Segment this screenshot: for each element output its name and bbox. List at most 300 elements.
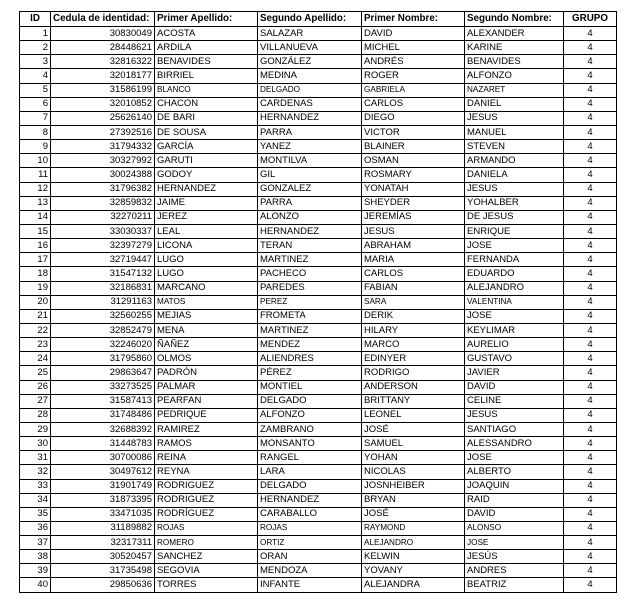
table-row — [20, 182, 617, 196]
cell-primer-nombre: YONATAH — [362, 182, 465, 196]
cell-segundo-apellido: MONTIEL — [258, 380, 362, 394]
cell-grupo: 4 — [564, 253, 617, 267]
cell-primer-apellido: RODRIGUEZ — [155, 493, 258, 507]
cell-segundo-apellido: DELGADO — [258, 394, 362, 408]
cell-segundo-apellido: TERAN — [258, 239, 362, 253]
cell-primer-nombre: SAMUEL — [362, 437, 465, 451]
cell-cedula: 28448621 — [51, 41, 155, 55]
cell-segundo-apellido: GONZÁLEZ — [258, 55, 362, 69]
cell-primer-apellido: CHACON — [155, 97, 258, 111]
cell-cedula: 30024388 — [51, 168, 155, 182]
table-row — [20, 281, 617, 295]
cell-primer-apellido: BLANCO — [155, 83, 258, 97]
cell-segundo-apellido: HERNANDEZ — [258, 493, 362, 507]
cell-primer-apellido: DE BARI — [155, 111, 258, 125]
cell-segundo-nombre: KARINE — [465, 41, 564, 55]
cell-segundo-apellido: ALFONZO — [258, 408, 362, 422]
cell-primer-nombre: RODRIGO — [362, 366, 465, 380]
cell-segundo-apellido: CARDENAS — [258, 97, 362, 111]
cell-cedula: 27392516 — [51, 125, 155, 139]
cell-primer-apellido: TORRES — [155, 578, 258, 592]
cell-primer-nombre: VICTOR — [362, 125, 465, 139]
cell-primer-nombre: DIEGO — [362, 111, 465, 125]
cell-segundo-nombre: EDUARDO — [465, 267, 564, 281]
cell-cedula: 31547132 — [51, 267, 155, 281]
cell-cedula: 29863647 — [51, 366, 155, 380]
cell-grupo: 4 — [564, 196, 617, 210]
cell-segundo-nombre: JESUS — [465, 182, 564, 196]
cell-grupo: 4 — [564, 309, 617, 323]
cell-segundo-apellido: MARTINEZ — [258, 323, 362, 337]
cell-primer-nombre: SHEYDER — [362, 196, 465, 210]
cell-segundo-nombre: ALONSO — [465, 521, 564, 535]
cell-primer-nombre: ROGER — [362, 69, 465, 83]
table-row — [20, 267, 617, 281]
cell-segundo-apellido: ORTIZ — [258, 536, 362, 550]
cell-cedula: 32560255 — [51, 309, 155, 323]
cell-primer-apellido: PEDRIQUE — [155, 408, 258, 422]
cell-grupo: 4 — [564, 210, 617, 224]
cell-grupo: 4 — [564, 507, 617, 521]
cell-primer-apellido: PEARFAN — [155, 394, 258, 408]
cell-primer-apellido: RODRIGUEZ — [155, 479, 258, 493]
cell-id: 11 — [20, 168, 51, 182]
cell-cedula: 33471035 — [51, 507, 155, 521]
cell-primer-apellido: PADRÓN — [155, 366, 258, 380]
header-id: ID — [20, 12, 51, 27]
cell-primer-nombre: ALEJANDRA — [362, 578, 465, 592]
cell-id: 15 — [20, 224, 51, 238]
cell-primer-apellido: GARCÍA — [155, 140, 258, 154]
cell-primer-apellido: ÑAÑEZ — [155, 338, 258, 352]
cell-id: 33 — [20, 479, 51, 493]
cell-segundo-nombre: DAVID — [465, 507, 564, 521]
cell-segundo-nombre: DE JESUS — [465, 210, 564, 224]
cell-cedula: 32397279 — [51, 239, 155, 253]
cell-grupo: 4 — [564, 338, 617, 352]
cell-grupo: 4 — [564, 154, 617, 168]
table-row — [20, 253, 617, 267]
cell-segundo-nombre: JESUS — [465, 111, 564, 125]
cell-cedula: 30327992 — [51, 154, 155, 168]
cell-id: 30 — [20, 437, 51, 451]
cell-segundo-apellido: ROJAS — [258, 521, 362, 535]
cell-segundo-apellido: MONSANTO — [258, 437, 362, 451]
table-row — [20, 154, 617, 168]
table-row — [20, 493, 617, 507]
cell-cedula: 32719447 — [51, 253, 155, 267]
cell-cedula: 30830049 — [51, 27, 155, 41]
table-row — [20, 422, 617, 436]
cell-primer-nombre: MARIA — [362, 253, 465, 267]
cell-id: 34 — [20, 493, 51, 507]
table-row — [20, 507, 617, 521]
cell-segundo-nombre: ARMANDO — [465, 154, 564, 168]
cell-cedula: 30497612 — [51, 465, 155, 479]
cell-id: 40 — [20, 578, 51, 592]
student-roster-table — [19, 11, 617, 593]
cell-grupo: 4 — [564, 366, 617, 380]
cell-grupo: 4 — [564, 352, 617, 366]
cell-primer-apellido: OLMOS — [155, 352, 258, 366]
cell-grupo: 4 — [564, 97, 617, 111]
header-grupo: GRUPO — [564, 12, 617, 27]
table-row — [20, 125, 617, 139]
cell-primer-nombre: OSMAN — [362, 154, 465, 168]
cell-id: 36 — [20, 521, 51, 535]
cell-primer-nombre: ALEJANDRO — [362, 536, 465, 550]
cell-segundo-nombre: DAVID — [465, 380, 564, 394]
cell-cedula: 29850636 — [51, 578, 155, 592]
cell-segundo-nombre: JOAQUIN — [465, 479, 564, 493]
cell-id: 18 — [20, 267, 51, 281]
table-row — [20, 210, 617, 224]
cell-primer-nombre: JOSNHEIBER — [362, 479, 465, 493]
cell-segundo-nombre: KEYLIMAR — [465, 323, 564, 337]
cell-segundo-nombre: DANIELA — [465, 168, 564, 182]
table-row — [20, 323, 617, 337]
cell-primer-apellido: REYNA — [155, 465, 258, 479]
cell-primer-apellido: SANCHEZ — [155, 550, 258, 564]
cell-primer-nombre: ROSMARY — [362, 168, 465, 182]
cell-segundo-nombre: ENRIQUE — [465, 224, 564, 238]
cell-id: 12 — [20, 182, 51, 196]
table-row — [20, 196, 617, 210]
cell-grupo: 4 — [564, 69, 617, 83]
table-row — [20, 521, 617, 535]
cell-primer-apellido: GARUTI — [155, 154, 258, 168]
cell-grupo: 4 — [564, 27, 617, 41]
cell-cedula: 32859832 — [51, 196, 155, 210]
cell-cedula: 33030337 — [51, 224, 155, 238]
cell-primer-apellido: PALMAR — [155, 380, 258, 394]
table-row — [20, 380, 617, 394]
cell-primer-nombre: LEONEL — [362, 408, 465, 422]
cell-primer-apellido: SEGOVIA — [155, 564, 258, 578]
cell-primer-nombre: RAYMOND — [362, 521, 465, 535]
cell-grupo: 4 — [564, 394, 617, 408]
table-row — [20, 564, 617, 578]
table-row — [20, 352, 617, 366]
cell-primer-apellido: GODOY — [155, 168, 258, 182]
cell-cedula: 31795860 — [51, 352, 155, 366]
cell-segundo-nombre: STEVEN — [465, 140, 564, 154]
cell-segundo-apellido: ALIENDRES — [258, 352, 362, 366]
cell-cedula: 31873395 — [51, 493, 155, 507]
cell-grupo: 4 — [564, 380, 617, 394]
cell-grupo: 4 — [564, 111, 617, 125]
cell-cedula: 33273525 — [51, 380, 155, 394]
cell-id: 21 — [20, 309, 51, 323]
cell-id: 6 — [20, 97, 51, 111]
cell-segundo-nombre: FERNANDA — [465, 253, 564, 267]
cell-segundo-nombre: SANTIAGO — [465, 422, 564, 436]
cell-primer-apellido: DE SOUSA — [155, 125, 258, 139]
cell-primer-nombre: SARA — [362, 295, 465, 309]
cell-primer-nombre: YOHAN — [362, 451, 465, 465]
table-row — [20, 578, 617, 592]
cell-primer-apellido: BIRRIEL — [155, 69, 258, 83]
cell-segundo-nombre: ALEXANDER — [465, 27, 564, 41]
cell-segundo-nombre: ALESSANDRO — [465, 437, 564, 451]
table-row — [20, 41, 617, 55]
cell-segundo-apellido: HERNANDEZ — [258, 224, 362, 238]
header-primer-apellido: Primer Apellido: — [155, 12, 258, 27]
cell-segundo-nombre: AURELIO — [465, 338, 564, 352]
table-row — [20, 479, 617, 493]
cell-grupo: 4 — [564, 125, 617, 139]
cell-cedula: 31748486 — [51, 408, 155, 422]
cell-primer-nombre: ANDERSON — [362, 380, 465, 394]
cell-grupo: 4 — [564, 182, 617, 196]
table-row — [20, 550, 617, 564]
cell-primer-apellido: LUGO — [155, 253, 258, 267]
cell-id: 3 — [20, 55, 51, 69]
cell-primer-apellido: RAMOS — [155, 437, 258, 451]
cell-grupo: 4 — [564, 408, 617, 422]
cell-grupo: 4 — [564, 239, 617, 253]
cell-primer-apellido: LICONA — [155, 239, 258, 253]
cell-primer-apellido: HERNANDEZ — [155, 182, 258, 196]
cell-grupo: 4 — [564, 550, 617, 564]
cell-segundo-nombre: ALEJANDRO — [465, 281, 564, 295]
header-cedula: Cedula de identidad: — [51, 12, 155, 27]
cell-grupo: 4 — [564, 168, 617, 182]
cell-grupo: 4 — [564, 83, 617, 97]
cell-cedula: 31189882 — [51, 521, 155, 535]
cell-primer-nombre: YOVANY — [362, 564, 465, 578]
cell-cedula: 31796382 — [51, 182, 155, 196]
cell-primer-apellido: RODRÍGUEZ — [155, 507, 258, 521]
cell-id: 37 — [20, 536, 51, 550]
cell-grupo: 4 — [564, 55, 617, 69]
cell-segundo-apellido: ORAN — [258, 550, 362, 564]
cell-cedula: 31735498 — [51, 564, 155, 578]
cell-cedula: 32317311 — [51, 536, 155, 550]
cell-primer-apellido: ARDILA — [155, 41, 258, 55]
cell-id: 23 — [20, 338, 51, 352]
cell-cedula: 30700086 — [51, 451, 155, 465]
cell-grupo: 4 — [564, 493, 617, 507]
cell-primer-nombre: JEREMÍAS — [362, 210, 465, 224]
cell-segundo-nombre: JESUS — [465, 408, 564, 422]
cell-segundo-apellido: ZAMBRANO — [258, 422, 362, 436]
cell-id: 38 — [20, 550, 51, 564]
cell-cedula: 32816322 — [51, 55, 155, 69]
cell-segundo-apellido: PACHECO — [258, 267, 362, 281]
cell-cedula: 31587413 — [51, 394, 155, 408]
cell-grupo: 4 — [564, 295, 617, 309]
cell-segundo-apellido: LARA — [258, 465, 362, 479]
cell-primer-apellido: LUGO — [155, 267, 258, 281]
table-row — [20, 140, 617, 154]
cell-id: 13 — [20, 196, 51, 210]
table-row — [20, 536, 617, 550]
cell-grupo: 4 — [564, 323, 617, 337]
table-row — [20, 224, 617, 238]
cell-segundo-nombre: NAZARET — [465, 83, 564, 97]
cell-segundo-apellido: RANGEL — [258, 451, 362, 465]
cell-grupo: 4 — [564, 422, 617, 436]
cell-primer-apellido: MATOS — [155, 295, 258, 309]
cell-cedula: 32852479 — [51, 323, 155, 337]
table-row — [20, 69, 617, 83]
cell-primer-apellido: JAIME — [155, 196, 258, 210]
cell-grupo: 4 — [564, 479, 617, 493]
cell-primer-nombre: CARLOS — [362, 97, 465, 111]
cell-id: 31 — [20, 451, 51, 465]
cell-id: 28 — [20, 408, 51, 422]
table-row — [20, 394, 617, 408]
cell-id: 5 — [20, 83, 51, 97]
cell-segundo-nombre: ALFONZO — [465, 69, 564, 83]
cell-segundo-apellido: PARRA — [258, 125, 362, 139]
cell-segundo-nombre: RAID — [465, 493, 564, 507]
cell-grupo: 4 — [564, 521, 617, 535]
cell-grupo: 4 — [564, 281, 617, 295]
cell-cedula: 32010852 — [51, 97, 155, 111]
cell-id: 8 — [20, 125, 51, 139]
cell-cedula: 25626140 — [51, 111, 155, 125]
cell-segundo-nombre: JESÚS — [465, 550, 564, 564]
cell-primer-nombre: JESUS — [362, 224, 465, 238]
cell-segundo-nombre: BENAVIDES — [465, 55, 564, 69]
cell-segundo-apellido: MONTILVA — [258, 154, 362, 168]
cell-id: 26 — [20, 380, 51, 394]
cell-grupo: 4 — [564, 578, 617, 592]
cell-segundo-nombre: CELINE — [465, 394, 564, 408]
cell-segundo-apellido: MEDINA — [258, 69, 362, 83]
cell-id: 16 — [20, 239, 51, 253]
cell-primer-apellido: MEJIAS — [155, 309, 258, 323]
cell-segundo-apellido: CARABALLO — [258, 507, 362, 521]
cell-primer-nombre: HILARY — [362, 323, 465, 337]
cell-primer-apellido: ROMERO — [155, 536, 258, 550]
table-row — [20, 295, 617, 309]
cell-segundo-apellido: HERNANDEZ — [258, 111, 362, 125]
cell-primer-nombre: BRITTANY — [362, 394, 465, 408]
cell-primer-nombre: MICHEL — [362, 41, 465, 55]
table-row — [20, 451, 617, 465]
table-row — [20, 168, 617, 182]
cell-id: 35 — [20, 507, 51, 521]
cell-primer-nombre: MARCO — [362, 338, 465, 352]
cell-segundo-nombre: JOSE — [465, 239, 564, 253]
cell-id: 14 — [20, 210, 51, 224]
table-row — [20, 27, 617, 41]
cell-segundo-apellido: PÉREZ — [258, 366, 362, 380]
cell-primer-nombre: NICOLAS — [362, 465, 465, 479]
cell-primer-apellido: ACOSTA — [155, 27, 258, 41]
cell-segundo-apellido: PARRA — [258, 196, 362, 210]
cell-grupo: 4 — [564, 224, 617, 238]
cell-primer-apellido: LEAL — [155, 224, 258, 238]
table-row — [20, 408, 617, 422]
cell-primer-nombre: FABIAN — [362, 281, 465, 295]
cell-cedula: 31291163 — [51, 295, 155, 309]
cell-id: 25 — [20, 366, 51, 380]
cell-id: 9 — [20, 140, 51, 154]
table-row — [20, 437, 617, 451]
table-row — [20, 55, 617, 69]
table-row — [20, 239, 617, 253]
cell-cedula: 32246020 — [51, 338, 155, 352]
cell-primer-nombre: CARLOS — [362, 267, 465, 281]
cell-cedula: 32018177 — [51, 69, 155, 83]
cell-segundo-apellido: GONZALEZ — [258, 182, 362, 196]
cell-id: 7 — [20, 111, 51, 125]
cell-segundo-nombre: VALENTINA — [465, 295, 564, 309]
cell-cedula: 31586199 — [51, 83, 155, 97]
cell-primer-apellido: RAMIREZ — [155, 422, 258, 436]
cell-segundo-apellido: DELGADO — [258, 83, 362, 97]
cell-primer-apellido: JEREZ — [155, 210, 258, 224]
cell-id: 17 — [20, 253, 51, 267]
cell-primer-nombre: DERIK — [362, 309, 465, 323]
cell-id: 20 — [20, 295, 51, 309]
table-row — [20, 309, 617, 323]
cell-grupo: 4 — [564, 437, 617, 451]
cell-segundo-apellido: MARTINEZ — [258, 253, 362, 267]
cell-grupo: 4 — [564, 451, 617, 465]
cell-cedula: 31901749 — [51, 479, 155, 493]
cell-primer-apellido: ROJAS — [155, 521, 258, 535]
cell-segundo-apellido: ALONZO — [258, 210, 362, 224]
cell-id: 27 — [20, 394, 51, 408]
cell-segundo-apellido: DELGADO — [258, 479, 362, 493]
cell-id: 1 — [20, 27, 51, 41]
cell-id: 4 — [20, 69, 51, 83]
cell-segundo-nombre: GUSTAVO — [465, 352, 564, 366]
table-row — [20, 83, 617, 97]
cell-cedula: 32186831 — [51, 281, 155, 295]
cell-segundo-apellido: FROMETA — [258, 309, 362, 323]
cell-segundo-apellido: PAREDES — [258, 281, 362, 295]
table-row — [20, 97, 617, 111]
cell-segundo-nombre: JOSE — [465, 309, 564, 323]
cell-id: 19 — [20, 281, 51, 295]
cell-id: 39 — [20, 564, 51, 578]
cell-grupo: 4 — [564, 140, 617, 154]
cell-id: 2 — [20, 41, 51, 55]
cell-grupo: 4 — [564, 536, 617, 550]
cell-segundo-apellido: GIL — [258, 168, 362, 182]
cell-segundo-apellido: MENDEZ — [258, 338, 362, 352]
cell-id: 29 — [20, 422, 51, 436]
cell-segundo-nombre: MANUEL — [465, 125, 564, 139]
cell-primer-nombre: BLAINER — [362, 140, 465, 154]
cell-primer-apellido: MENA — [155, 323, 258, 337]
cell-primer-nombre: KELWIN — [362, 550, 465, 564]
cell-segundo-nombre: ALBERTO — [465, 465, 564, 479]
cell-segundo-nombre: BEATRIZ — [465, 578, 564, 592]
cell-primer-apellido: MARCANO — [155, 281, 258, 295]
cell-grupo: 4 — [564, 267, 617, 281]
cell-cedula: 31794332 — [51, 140, 155, 154]
cell-cedula: 32270211 — [51, 210, 155, 224]
cell-cedula: 32688392 — [51, 422, 155, 436]
table-row — [20, 366, 617, 380]
cell-primer-nombre: DAVID — [362, 27, 465, 41]
cell-primer-apellido: REINA — [155, 451, 258, 465]
cell-cedula: 30520457 — [51, 550, 155, 564]
header-segundo-apellido: Segundo Apellido: — [258, 12, 362, 27]
cell-primer-nombre: ANDRÉS — [362, 55, 465, 69]
cell-segundo-apellido: PEREZ — [258, 295, 362, 309]
cell-primer-apellido: BENAVIDES — [155, 55, 258, 69]
cell-segundo-nombre: JOSE — [465, 451, 564, 465]
cell-primer-nombre: EDINYER — [362, 352, 465, 366]
